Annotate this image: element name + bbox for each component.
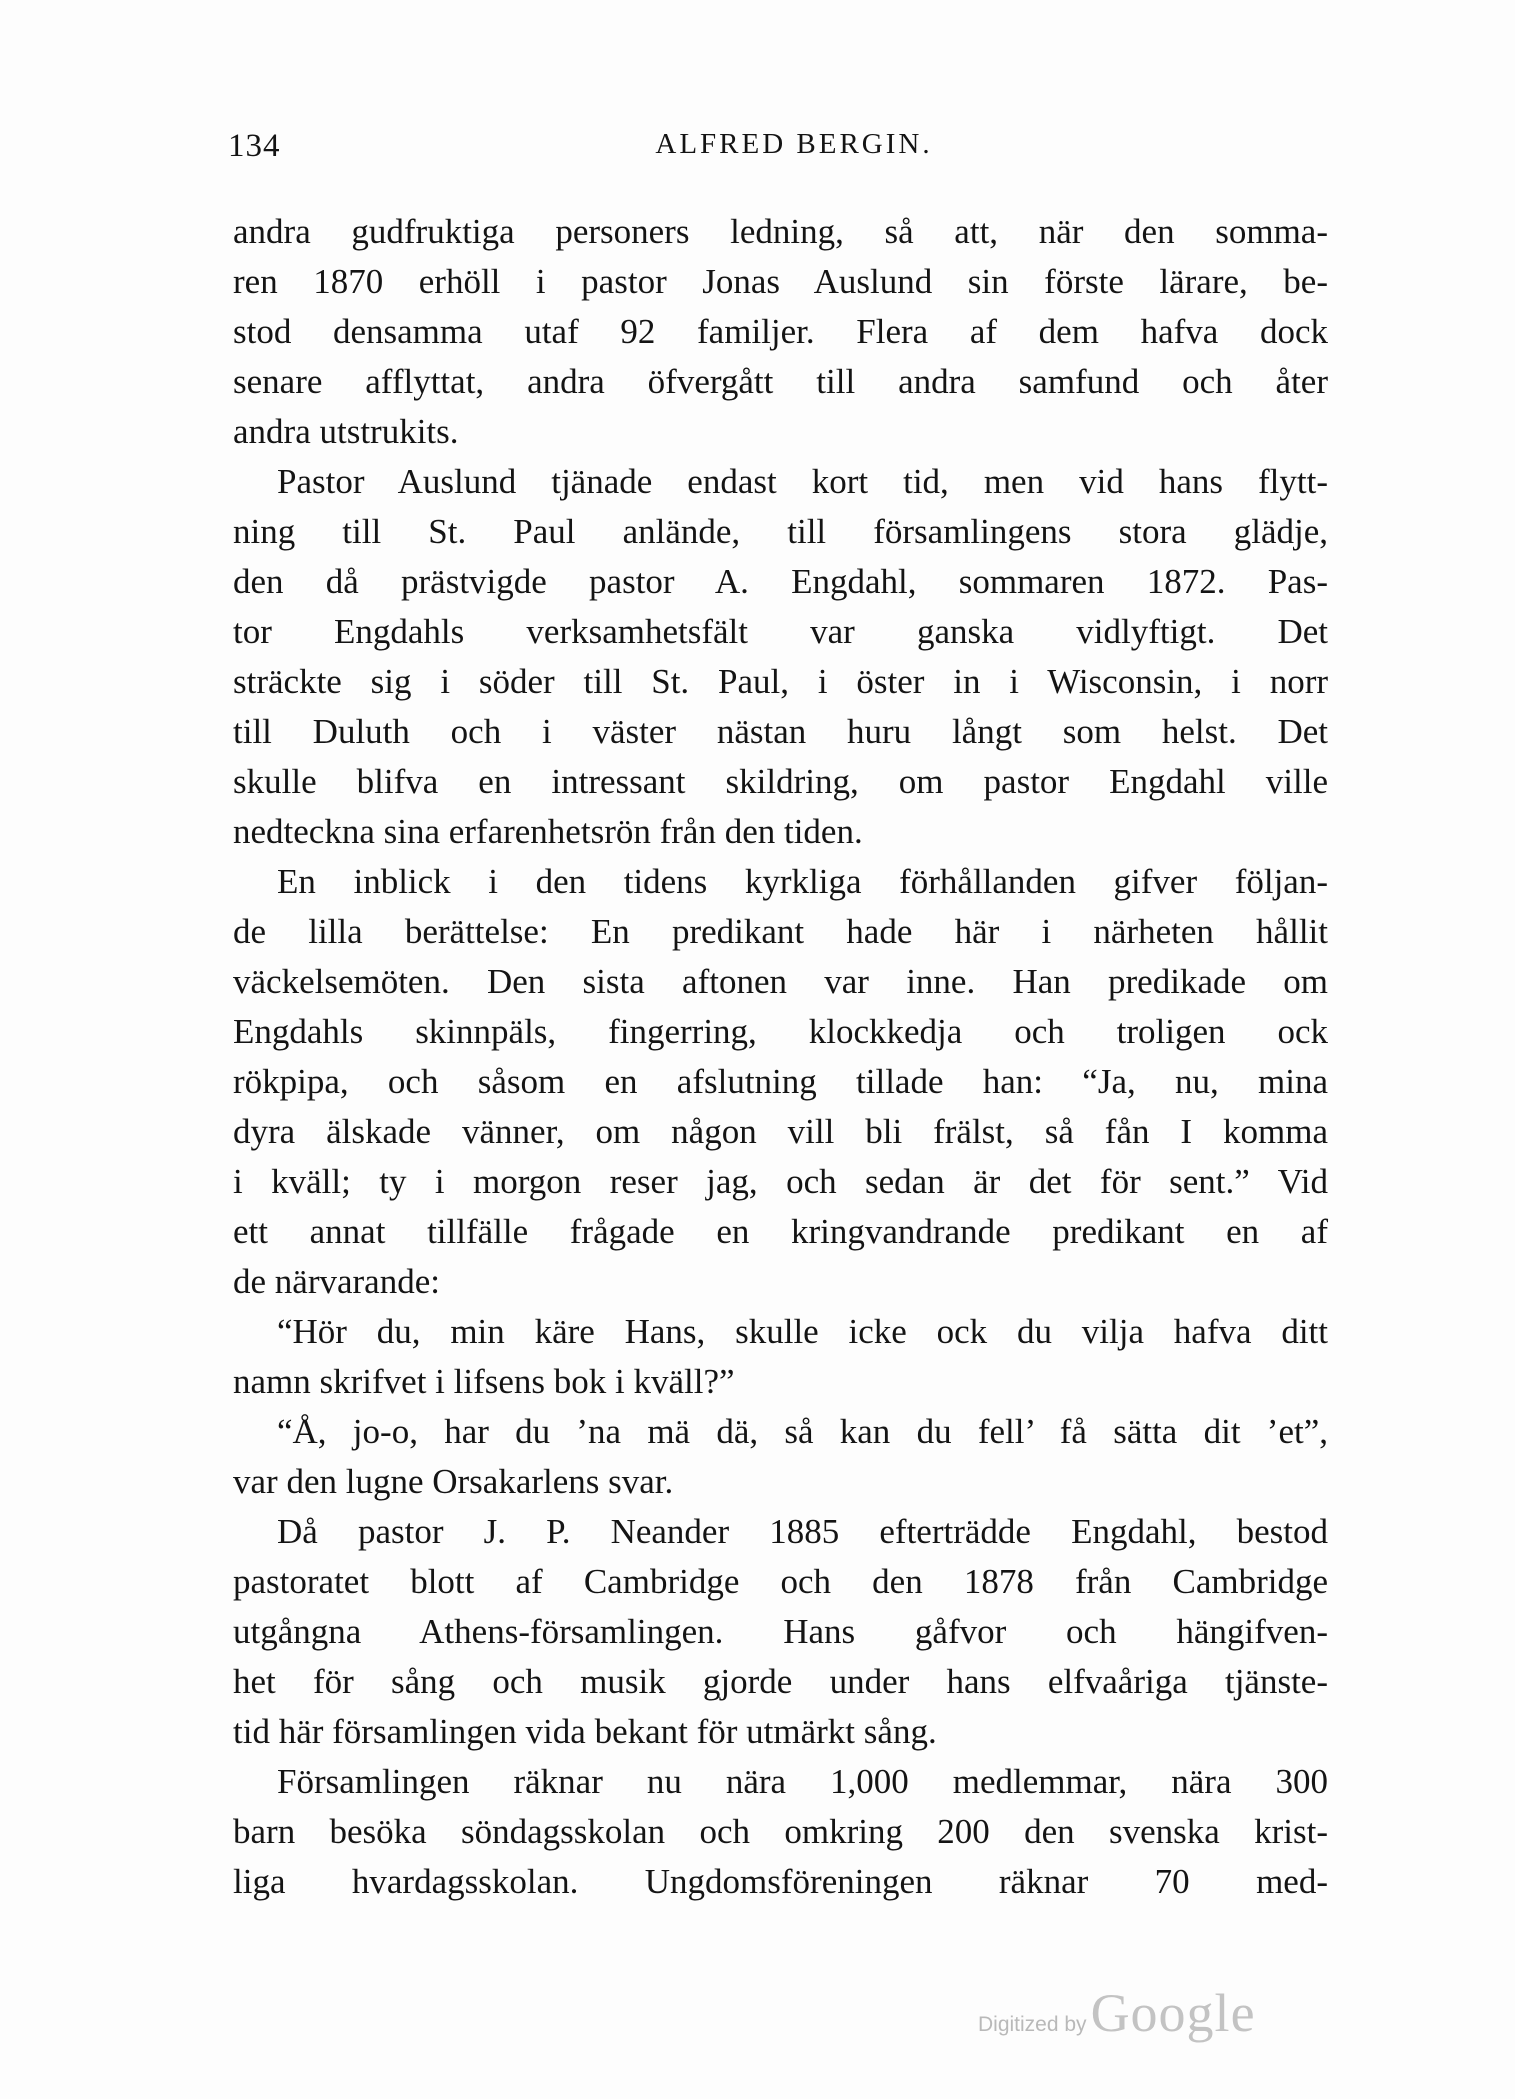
- text-line: “Å, jo-o, har du ’na mä dä, så kan du fell’ få sätta dit ’et”,: [277, 1412, 1328, 1451]
- text-line: “Hör du, min käre Hans, skulle icke ock du vilja hafva ditt: [277, 1312, 1328, 1351]
- text-line: dyra älskade vänner, om någon vill bli frälst, så fån I komma: [233, 1112, 1328, 1151]
- text-line: tid här församlingen vida bekant för utmärkt sång.: [233, 1712, 937, 1751]
- text-line: stod densamma utaf 92 familjer. Flera af dem hafva dock: [233, 312, 1328, 351]
- text-line: nedteckna sina erfarenhetsrön från den tiden.: [233, 812, 863, 851]
- text-line: Då pastor J. P. Neander 1885 efterträdde Engdahl, bestod: [277, 1512, 1328, 1551]
- text-line: het för sång och musik gjorde under hans elfvaåriga tjänste-: [233, 1662, 1328, 1701]
- text-line: utgångna Athens-församlingen. Hans gåfvor och hängifven-: [233, 1612, 1328, 1651]
- page-number: 134: [228, 128, 281, 164]
- text-line: En inblick i den tidens kyrkliga förhållanden gifver följan-: [277, 862, 1328, 901]
- text-line: i kväll; ty i morgon reser jag, och sedan är det för sent.” Vid: [233, 1162, 1328, 1201]
- body-text: [233, 207, 1328, 1907]
- text-line: namn skrifvet i lifsens bok i kväll?”: [233, 1362, 735, 1401]
- text-line: ren 1870 erhöll i pastor Jonas Auslund sin förste lärare, be-: [233, 262, 1328, 301]
- text-line: Församlingen räknar nu nära 1,000 medlemmar, nära 300: [277, 1762, 1328, 1801]
- text-line: de lilla berättelse: En predikant hade här i närheten hållit: [233, 912, 1328, 951]
- text-line: tor Engdahls verksamhetsfält var ganska vidlyftigt. Det: [233, 612, 1328, 651]
- text-line: sträckte sig i söder till St. Paul, i öster in i Wisconsin, i norr: [233, 662, 1328, 701]
- digitized-by-google-watermark: [978, 1982, 1256, 2042]
- text-line: liga hvardagsskolan. Ungdomsföreningen räknar 70 med-: [233, 1862, 1328, 1901]
- text-line: rökpipa, och såsom en afslutning tillade han: “Ja, nu, mina: [233, 1062, 1328, 1101]
- text-line: andra utstrukits.: [233, 412, 459, 451]
- text-line: andra gudfruktiga personers ledning, så att, när den somma-: [233, 212, 1328, 251]
- text-line: ett annat tillfälle frågade en kringvandrande predikant en af: [233, 1212, 1328, 1251]
- text-line: senare afflyttat, andra öfvergått till andra samfund och åter: [233, 362, 1328, 401]
- google-logo: Google: [1090, 1983, 1256, 2043]
- text-line: väckelsemöten. Den sista aftonen var inne. Han predikade om: [233, 962, 1328, 1001]
- text-line: var den lugne Orsakarlens svar.: [233, 1462, 674, 1501]
- running-head: [228, 128, 1340, 168]
- text-line: barn besöka söndagsskolan och omkring 200 den svenska krist-: [233, 1812, 1328, 1851]
- text-line: till Duluth och i väster nästan huru långt som helst. Det: [233, 712, 1328, 751]
- watermark-prefix: Digitized by: [978, 2013, 1087, 2036]
- text-line: Pastor Auslund tjänade endast kort tid, men vid hans flytt-: [277, 462, 1328, 501]
- text-line: Engdahls skinnpäls, fingerring, klockkedja och troligen ock: [233, 1012, 1328, 1051]
- text-line: skulle blifva en intressant skildring, om pastor Engdahl ville: [233, 762, 1328, 801]
- running-title: ALFRED BERGIN.: [655, 128, 933, 160]
- text-line: den då prästvigde pastor A. Engdahl, sommaren 1872. Pas-: [233, 562, 1328, 601]
- text-line: ning till St. Paul anlände, till församlingens stora glädje,: [233, 512, 1328, 551]
- text-line: pastoratet blott af Cambridge och den 1878 från Cambridge: [233, 1562, 1328, 1601]
- text-line: de närvarande:: [233, 1262, 440, 1301]
